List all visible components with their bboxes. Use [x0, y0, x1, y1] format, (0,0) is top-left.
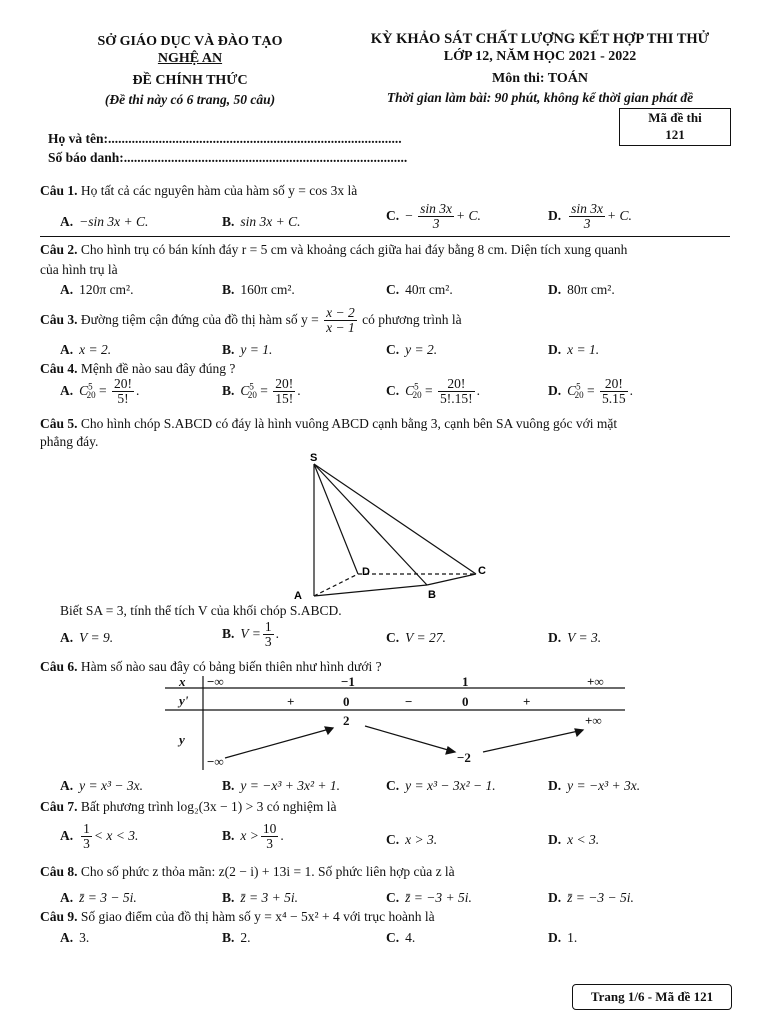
exam-time: Thời gian làm bài: 90 phút, không kể thời gian phát đề	[386, 90, 694, 105]
question-9	[40, 909, 435, 925]
question-label: Câu 5.	[40, 416, 78, 431]
fraction	[418, 202, 454, 231]
bbt-y-value: −∞	[207, 754, 224, 769]
q1-answer-d: D. $\frac{\sin 3x}{3}$ + C.	[548, 201, 632, 232]
fraction-numerator: 20!	[438, 377, 475, 392]
bbt-x-label: x	[179, 674, 186, 689]
q2-answer-d: D. 80π cm².	[548, 282, 615, 297]
fraction-denominator: 3	[583, 216, 591, 232]
bbt-y-value: +∞	[585, 713, 602, 728]
answer-text: z̄ = 3 + 5i.	[240, 890, 298, 905]
answer-text: −sin 3x + C.	[79, 214, 149, 229]
question-text: Số giao điểm của đồ thị hàm số y = x⁴ − 5x² + 4 với trục hoành là	[80, 909, 435, 924]
binom-sup: 5	[576, 381, 581, 392]
binom-sup: 5	[414, 381, 419, 392]
question-6	[40, 659, 382, 675]
question-label: Câu 3.	[40, 311, 78, 327]
fraction-denominator: 5!.15!	[440, 391, 473, 407]
bbt-y-value: −2	[457, 750, 471, 765]
answer-text: V = 27.	[405, 630, 446, 645]
official-exam-label: ĐỀ CHÍNH THỨC	[132, 73, 248, 88]
bbt-sign: 0	[462, 694, 469, 709]
question-text-cont: của hình trụ là	[40, 262, 118, 277]
q7-answer-b: B. x > $\frac{10}{3}$ .	[222, 821, 284, 852]
candidate-id-field: Số báo danh:....................................................................................	[48, 150, 408, 165]
exam-code-box	[619, 108, 731, 146]
question-label: Câu 4.	[40, 361, 78, 376]
q7-answer-d: D. x < 3.	[548, 832, 600, 847]
pages-note: (Đề thi này có 6 trang, 50 câu)	[104, 92, 276, 107]
fraction-denominator: 15!	[275, 391, 294, 407]
q8-answer-a: A. z̄ = 3 − 5i.	[60, 890, 137, 905]
q5-answer-c: C. V = 27.	[386, 630, 446, 645]
question-label: Câu 1.	[40, 183, 78, 198]
fraction-numerator: sin 3x	[571, 201, 603, 216]
fraction	[112, 377, 134, 406]
q8-answer-d: D. z̄ = −3 − 5i.	[548, 890, 634, 905]
answer-text: 160π cm².	[240, 282, 295, 297]
answer-text: y = 2.	[405, 342, 438, 357]
fraction-denominator: x − 1	[326, 320, 355, 336]
question-7	[40, 799, 337, 815]
binom-sup: 5	[88, 381, 93, 392]
edge-ab	[314, 585, 427, 596]
fraction-numerator: 20!	[275, 376, 294, 391]
answer-text: 1.	[567, 930, 578, 945]
answer-text: x < 3.	[567, 832, 600, 847]
q7-answer-a: A. $\frac{1}{3}$ < x < 3.	[60, 821, 139, 852]
name-field: Họ và tên:.......................................................................................	[48, 131, 402, 146]
q3-answer-c: C. y = 2.	[386, 342, 438, 357]
answer-text: + C.	[456, 207, 481, 223]
q7-answer-c: C. x > 3.	[386, 832, 438, 847]
question-label: Câu 7.	[40, 799, 78, 814]
answer-text: z̄ = −3 + 5i.	[405, 890, 472, 905]
binom-sub: 20	[412, 390, 422, 401]
q5-answer-d: D. V = 3.	[548, 630, 602, 645]
fraction-numerator: sin 3x	[420, 201, 452, 216]
q1-answer-a: A. −sin 3x + C.	[60, 214, 149, 229]
q8-answer-b: B. z̄ = 3 + 5i.	[222, 890, 298, 905]
edge-sc	[314, 464, 476, 574]
binom-sub: 20	[86, 390, 96, 401]
q4-answer-b: B. $C^5_{20}$ = $\frac{20!}{15!}$ .	[222, 376, 301, 407]
q6-answer-b: B. y = −x³ + 3x² + 1.	[222, 778, 341, 793]
question-text-cont: Biết SA = 3, tính thể tích V của khối chóp S.ABCD.	[60, 603, 342, 618]
fraction	[81, 822, 92, 851]
divider	[40, 236, 730, 237]
q2-answer-a: A. 120π cm².	[60, 282, 134, 297]
question-label: Câu 8.	[40, 864, 78, 879]
bbt-x-value: +∞	[587, 674, 604, 689]
answer-text: 80π cm².	[567, 282, 615, 297]
edge-bc	[427, 574, 476, 585]
q6-answer-a: A. y = x³ − 3x.	[60, 778, 143, 793]
exam-code-value: 121	[665, 127, 685, 142]
answer-text: z̄ = −3 − 5i.	[567, 890, 634, 905]
q4-answer-d: D. $C^5_{20}$ = $\frac{20!}{5.15}$ .	[548, 376, 634, 407]
answer-text: V =	[240, 625, 261, 641]
question-text: Cho hình chóp S.ABCD có đáy là hình vuông ABCD cạnh bằng 3, cạnh bên SA vuông góc với mặt	[80, 416, 618, 431]
exam-code-label: Mã đề thi	[648, 110, 702, 125]
department-name: SỞ GIÁO DỤC VÀ ĐÀO TẠO	[97, 34, 283, 49]
answer-text: y = x³ − 3x.	[79, 778, 143, 793]
q6-answer-c: C. y = x³ − 3x² − 1.	[386, 778, 496, 793]
answer-text: x = 1.	[567, 342, 600, 357]
fraction-denominator: 3	[432, 216, 440, 232]
question-1	[40, 183, 357, 199]
binom-sup: 5	[249, 381, 254, 392]
fraction-denominator: 3	[266, 836, 273, 852]
fraction	[273, 377, 295, 406]
pyramid-figure	[280, 450, 500, 605]
q3-answer-b: B. y = 1.	[222, 342, 273, 357]
binom-sub: 20	[247, 390, 257, 401]
fraction-numerator: 1	[83, 821, 90, 836]
answer-text: y = −x³ + 3x² + 1.	[240, 778, 341, 793]
q8-answer-c: C. z̄ = −3 + 5i.	[386, 890, 472, 905]
variation-table	[165, 674, 625, 772]
q1-answer-c: C. − $\frac{\sin 3x}{3}$ + C.	[386, 201, 481, 232]
q9-answer-d: D. 1.	[548, 930, 578, 945]
question-8	[40, 864, 455, 880]
question-text: Mệnh đề nào sau đây đúng ?	[80, 361, 236, 376]
bbt-x-value: −1	[341, 674, 355, 689]
answer-text: y = 1.	[240, 342, 273, 357]
answer-text: < x < 3.	[93, 827, 139, 843]
q5-answer-b: B. V = $\frac{1}{3}$ .	[222, 619, 280, 650]
answer-text: + C.	[607, 207, 632, 223]
fraction-numerator: 1	[264, 619, 272, 634]
answer-text: 3.	[79, 930, 90, 945]
q5-answer-a: A. V = 9.	[60, 630, 114, 645]
answer-text: y = −x³ + 3x.	[567, 778, 641, 793]
exam-title: KỲ KHẢO SÁT CHẤT LƯỢNG KẾT HỢP THI THỬ	[370, 31, 710, 47]
fraction	[324, 306, 357, 335]
bbt-yprime-label: y'	[179, 693, 189, 708]
bbt-x-value: −∞	[207, 674, 224, 689]
q6-answer-d: D. y = −x³ + 3x.	[548, 778, 641, 793]
question-label: Câu 2.	[40, 242, 78, 257]
exam-grade-year: LỚP 12, NĂM HỌC 2021 - 2022	[443, 49, 637, 64]
fraction-numerator: x − 2	[326, 305, 355, 320]
province-name: NGHỆ AN	[157, 51, 223, 66]
bbt-y-label: y	[179, 732, 185, 747]
bbt-sign: −	[405, 694, 413, 709]
q9-answer-c: C. 4.	[386, 930, 416, 945]
page-footer: Trang 1/6 - Mã đề 121	[572, 984, 732, 1010]
answer-text: 120π cm².	[79, 282, 134, 297]
q2-answer-c: C. 40π cm².	[386, 282, 453, 297]
fraction	[261, 822, 279, 851]
answer-text: sin 3x + C.	[240, 214, 301, 229]
answer-text: 4.	[405, 930, 416, 945]
question-5	[40, 416, 617, 432]
question-text: Cho số phức z thỏa mãn: z(2 − i) + 13i = 1. Số phức liên hợp của z là	[80, 864, 455, 879]
answer-text: z̄ = 3 − 5i.	[79, 890, 137, 905]
question-text: Bất phương trình log₂(3x − 1) > 3 có nghiệm là	[80, 799, 337, 814]
question-text: Cho hình trụ có bán kính đáy r = 5 cm và khoảng cách giữa hai đáy bằng 8 cm. Diện tích xung quanh	[80, 242, 628, 257]
q2-answer-b: B. 160π cm².	[222, 282, 295, 297]
vertex-c-label: C	[478, 565, 486, 577]
answer-text: V = 9.	[79, 630, 114, 645]
bbt-x-value: 1	[462, 674, 469, 689]
binom-symbol: C	[405, 382, 415, 398]
edge-sd	[314, 464, 358, 574]
answer-text: x >	[240, 827, 259, 843]
question-2	[40, 242, 627, 258]
q1-answer-b: B. sin 3x + C.	[222, 214, 301, 229]
vertex-b-label: B	[428, 589, 436, 601]
fraction-denominator: 5!	[117, 391, 129, 407]
vertex-d-label: D	[362, 566, 370, 578]
bbt-sign: 0	[343, 694, 350, 709]
fraction	[263, 620, 274, 649]
question-label: Câu 6.	[40, 659, 78, 674]
q4-answer-c: C. $C^5_{20}$ = $\frac{20!}{5!.15!}$ .	[386, 376, 481, 407]
bbt-sign: +	[287, 694, 295, 709]
q3-answer-d: D. x = 1.	[548, 342, 600, 357]
fraction-numerator: 20!	[600, 377, 628, 392]
answer-text: x > 3.	[405, 832, 438, 847]
binom-symbol: C	[567, 382, 577, 398]
fraction-denominator: 3	[264, 634, 272, 650]
fraction	[569, 202, 605, 231]
vertex-s-label: S	[310, 452, 318, 464]
question-text-cont: phẳng đáy.	[40, 434, 99, 449]
q9-answer-b: B. 2.	[222, 930, 251, 945]
fraction	[600, 377, 628, 406]
question-text: Đường tiệm cận đứng của đồ thị hàm số y =	[80, 311, 319, 327]
answer-text: 40π cm².	[405, 282, 453, 297]
fraction	[438, 377, 475, 406]
binom-sub: 20	[574, 390, 584, 401]
edge-sb	[314, 464, 427, 585]
answer-text: 2.	[240, 930, 251, 945]
question-label: Câu 9.	[40, 909, 78, 924]
binom-symbol: C	[240, 382, 250, 398]
question-text: Họ tất cả các nguyên hàm của hàm số y = cos 3x là	[80, 183, 358, 198]
exam-subject: Môn thi: TOÁN	[492, 71, 588, 86]
fraction-numerator: 10	[262, 821, 277, 836]
vertex-a-label: A	[294, 590, 302, 602]
question-text-after: có phương trình là	[362, 311, 462, 327]
answer-text: x = 2.	[79, 342, 112, 357]
fraction-denominator: 5.15	[602, 391, 626, 407]
fraction-denominator: 3	[83, 836, 90, 852]
question-4	[40, 361, 235, 377]
answer-text: V = 3.	[567, 630, 602, 645]
question-text: Hàm số nào sau đây có bảng biến thiên như hình dưới ?	[80, 659, 382, 674]
bbt-y-value: 2	[343, 713, 350, 728]
fraction-numerator: 20!	[114, 376, 133, 391]
answer-text: y = x³ − 3x² − 1.	[405, 778, 496, 793]
binom-symbol: C	[79, 382, 89, 398]
q4-answer-a: A. $C^5_{20}$ = $\frac{20!}{5!}$ .	[60, 376, 140, 407]
q3-answer-a: A. x = 2.	[60, 342, 112, 357]
q9-answer-a: A. 3.	[60, 930, 90, 945]
question-3	[40, 306, 462, 335]
bbt-sign: +	[523, 694, 531, 709]
